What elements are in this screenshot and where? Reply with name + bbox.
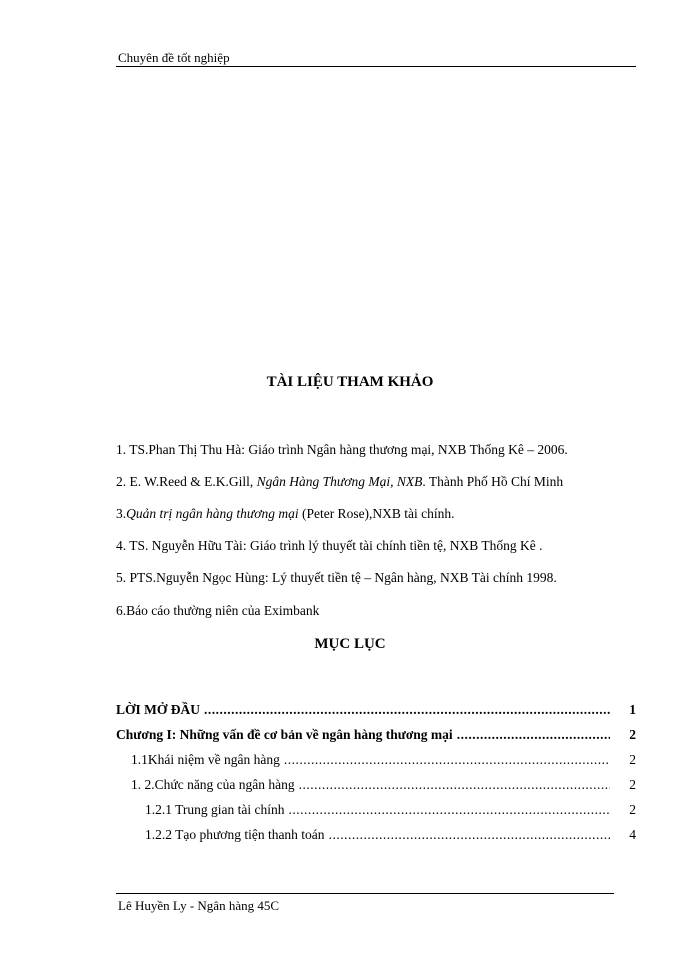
references-title: TÀI LIỆU THAM KHẢO <box>266 374 434 390</box>
reference-item-1: 1. TS.Phan Thị Thu Hà: Giáo trình Ngân hàng thương mại, NXB Thống Kê – 2006. <box>116 442 568 457</box>
header-divider <box>116 66 636 67</box>
reference-item-2-suffix: . Thành Phố Hồ Chí Minh <box>422 474 564 489</box>
toc-entry-label: 1.2.1 Trung gian tài chính <box>145 802 285 817</box>
running-header: Chuyên đề tốt nghiệp <box>118 50 230 65</box>
reference-item-3-prefix: 3. <box>116 506 127 521</box>
toc-leader-dots <box>204 702 610 718</box>
toc-entry-label: LỜI MỞ ĐẦU <box>116 702 200 717</box>
toc-entry[interactable] <box>145 827 636 845</box>
toc-title: MỤC LỤC <box>314 636 386 652</box>
toc-entry-label: 1.2.2 Tạo phương tiện thanh toán <box>145 827 325 842</box>
reference-item-3-title: Quản trị ngân hàng thương mại <box>126 506 299 521</box>
toc-entry-page: 2 <box>629 777 636 792</box>
toc-entry-page: 4 <box>629 827 636 842</box>
toc-entry-label: 1. 2.Chức năng của ngân hàng <box>131 777 295 792</box>
toc-entry-page: 2 <box>629 802 636 817</box>
toc-leader-dots <box>299 777 610 793</box>
reference-item-3-suffix: (Peter Rose),NXB tài chính. <box>298 506 455 521</box>
reference-item-2 <box>116 474 563 490</box>
toc-entry[interactable] <box>131 752 636 770</box>
reference-item-2-title: Ngân Hàng Thương Mại, NXB <box>256 474 423 489</box>
reference-item-4: 4. TS. Nguyễn Hữu Tài: Giáo trình lý thuyết tài chính tiền tệ, NXB Thống Kê . <box>116 538 543 553</box>
toc-leader-dots <box>289 802 610 818</box>
reference-item-2-prefix: 2. E. W.Reed & E.K.Gill, <box>116 474 257 489</box>
toc-entry[interactable] <box>116 702 636 720</box>
footer-divider <box>116 893 614 894</box>
toc-entry-page: 2 <box>629 752 636 767</box>
toc-leader-dots <box>329 827 610 843</box>
toc-entry-label: Chương I: Những vấn đề cơ bản về ngân hàng thương mại <box>116 727 453 742</box>
running-footer: Lê Huyền Ly - Ngân hàng 45C <box>118 898 280 913</box>
toc-entry-page: 1 <box>629 702 636 717</box>
reference-item-3 <box>116 506 455 522</box>
toc-entry-label: 1.1Khái niệm về ngân hàng <box>131 752 280 767</box>
reference-item-5: 5. PTS.Nguyễn Ngọc Hùng: Lý thuyết tiền tệ – Ngân hàng, NXB Tài chính 1998. <box>116 570 557 585</box>
toc-entry[interactable] <box>131 777 636 795</box>
reference-item-6: 6.Báo cáo thường niên của Eximbank <box>116 603 320 618</box>
toc-entry-page: 2 <box>629 727 636 742</box>
toc-entry[interactable] <box>116 727 636 745</box>
toc-entry[interactable] <box>145 802 636 820</box>
toc-leader-dots <box>284 752 610 768</box>
toc-leader-dots <box>457 727 610 743</box>
